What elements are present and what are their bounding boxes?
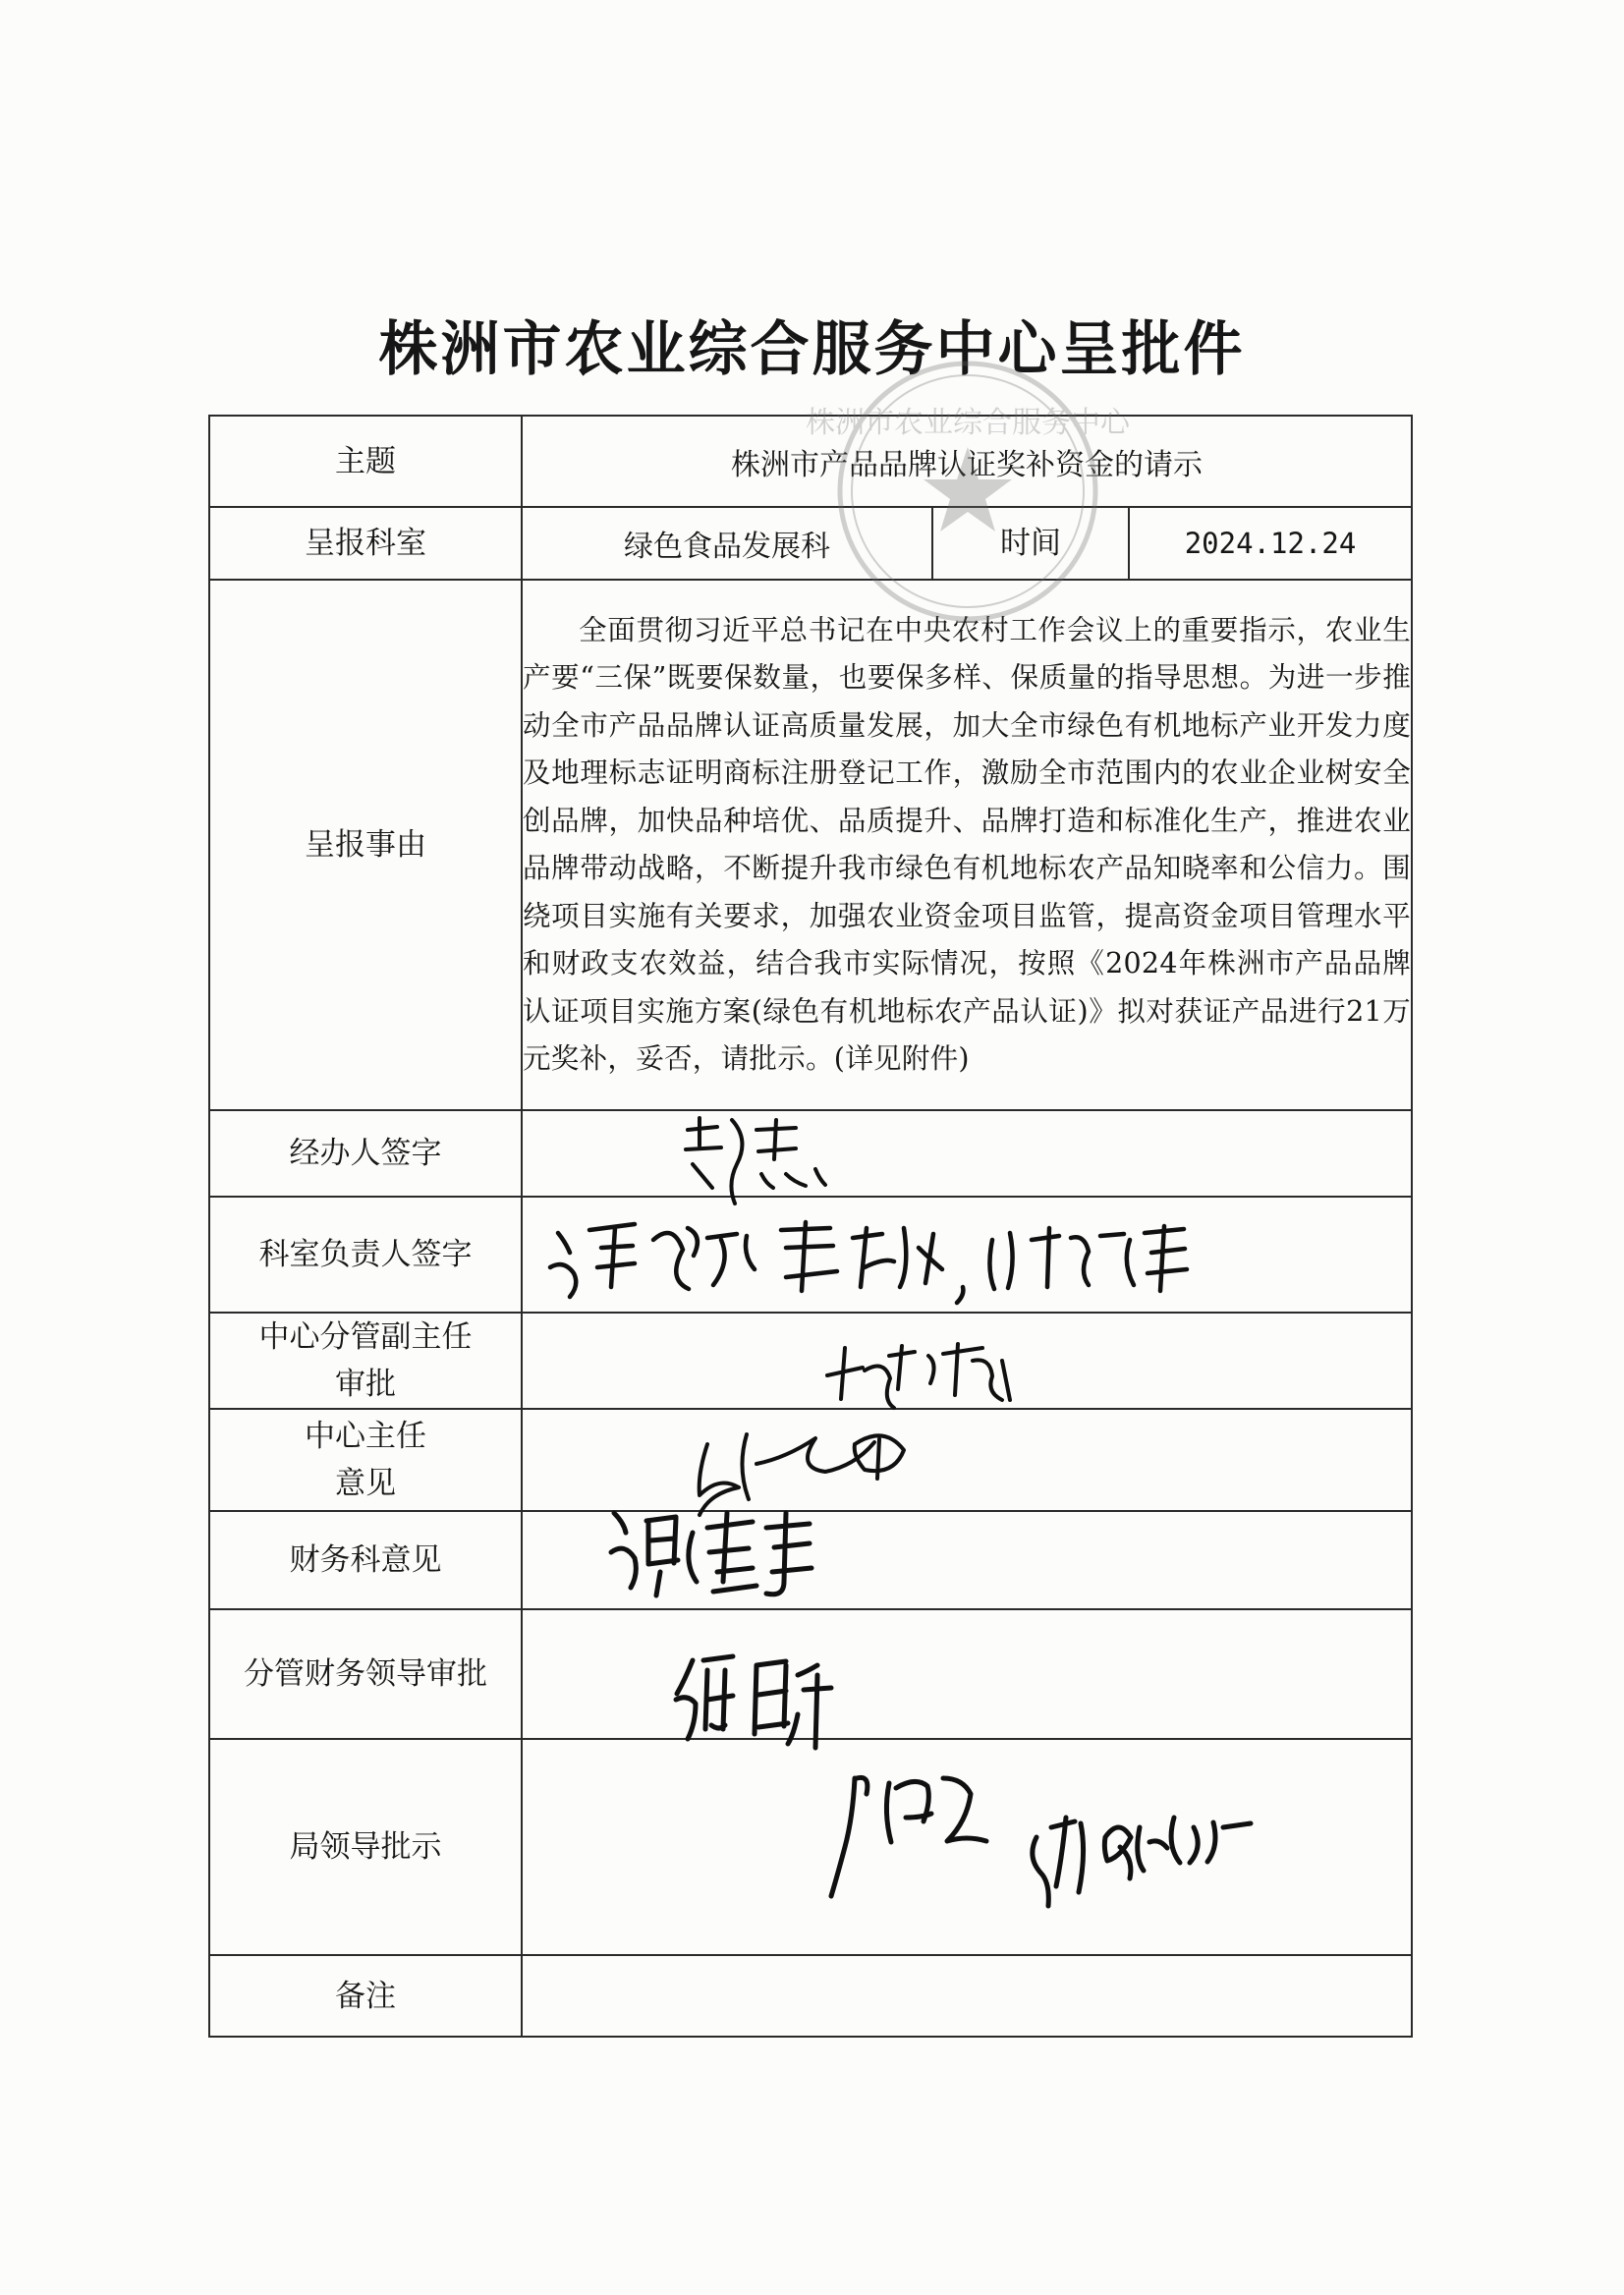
subject-label: 主题 (209, 416, 522, 507)
section-head-signature-cell (522, 1197, 1412, 1313)
finance-leader-signature-cell (522, 1609, 1412, 1739)
finance-label: 财务科意见 (209, 1511, 522, 1609)
section-head-label: 科室负责人签字 (209, 1197, 522, 1313)
dept-value: 绿色食品发展科 (522, 507, 932, 580)
subject-row (209, 416, 1412, 507)
bureau-label: 局领导批示 (209, 1739, 522, 1955)
document-title: 株洲市农业综合服务中心呈批件 (378, 315, 1246, 384)
reason-row (209, 580, 1412, 1110)
deputy-signature-cell (522, 1313, 1412, 1409)
approval-form-table (208, 415, 1413, 2038)
director-label-line1: 中心主任 (305, 1419, 426, 1454)
dept-label: 呈报科室 (209, 507, 522, 580)
handler-row (209, 1110, 1412, 1197)
finance-leader-label: 分管财务领导审批 (209, 1609, 522, 1739)
remarks-value (522, 1955, 1412, 2037)
reason-text: 全面贯彻习近平总书记在中央农村工作会议上的重要指示，农业生产要“三保”既要保数量，也要保多样、保质量的指导思想。为进一步推动全市产品品牌认证高质量发展，加大全市绿色有机地标产业开发力度及地理标志证明商标注册登记工作，激励全市范围内的农业企业树安全创品牌，加快品种培优、品质提升、品牌打造和标准化生产，推进农业品牌带动战略，不断提升我市绿色有机地标农产品知晓率和公信力。围绕项目实施有关要求，加强农业资金项目监管，提高资金项目管理水平和财政支农效益，结合我市实际情况，按照《2024年株洲市产品品牌认证项目实施方案(绿色有机地标农产品认证)》拟对获证产品进行21万元奖补，妥否，请批示。(详见附件) (523, 613, 1412, 1075)
deputy-row (209, 1313, 1412, 1409)
remarks-row (209, 1955, 1412, 2037)
bureau-signature-cell (522, 1739, 1412, 1955)
handler-label: 经办人签字 (209, 1110, 522, 1197)
director-row (209, 1409, 1412, 1511)
section-head-row (209, 1197, 1412, 1313)
remarks-label: 备注 (209, 1955, 522, 2037)
finance-row (209, 1511, 1412, 1609)
bureau-row (209, 1739, 1412, 1955)
handler-signature-cell (522, 1110, 1412, 1197)
deputy-label-line2: 审批 (335, 1367, 396, 1402)
finance-leader-row (209, 1609, 1412, 1739)
dept-row (209, 507, 1412, 580)
director-label-line2: 意见 (335, 1466, 396, 1501)
deputy-label (209, 1313, 522, 1409)
seal-text: 株洲市农业综合服务中心 (806, 406, 1130, 440)
subject-value: 株洲市产品品牌认证奖补资金的请示 (522, 416, 1412, 507)
reason-label: 呈报事由 (209, 580, 522, 1110)
finance-signature-cell (522, 1511, 1412, 1609)
time-label: 时间 (932, 507, 1129, 580)
director-label (209, 1409, 522, 1511)
deputy-label-line1: 中心分管副主任 (258, 1319, 473, 1355)
time-value: 2024.12.24 (1129, 507, 1412, 580)
director-signature-cell (522, 1409, 1412, 1511)
reason-cell (522, 580, 1412, 1110)
